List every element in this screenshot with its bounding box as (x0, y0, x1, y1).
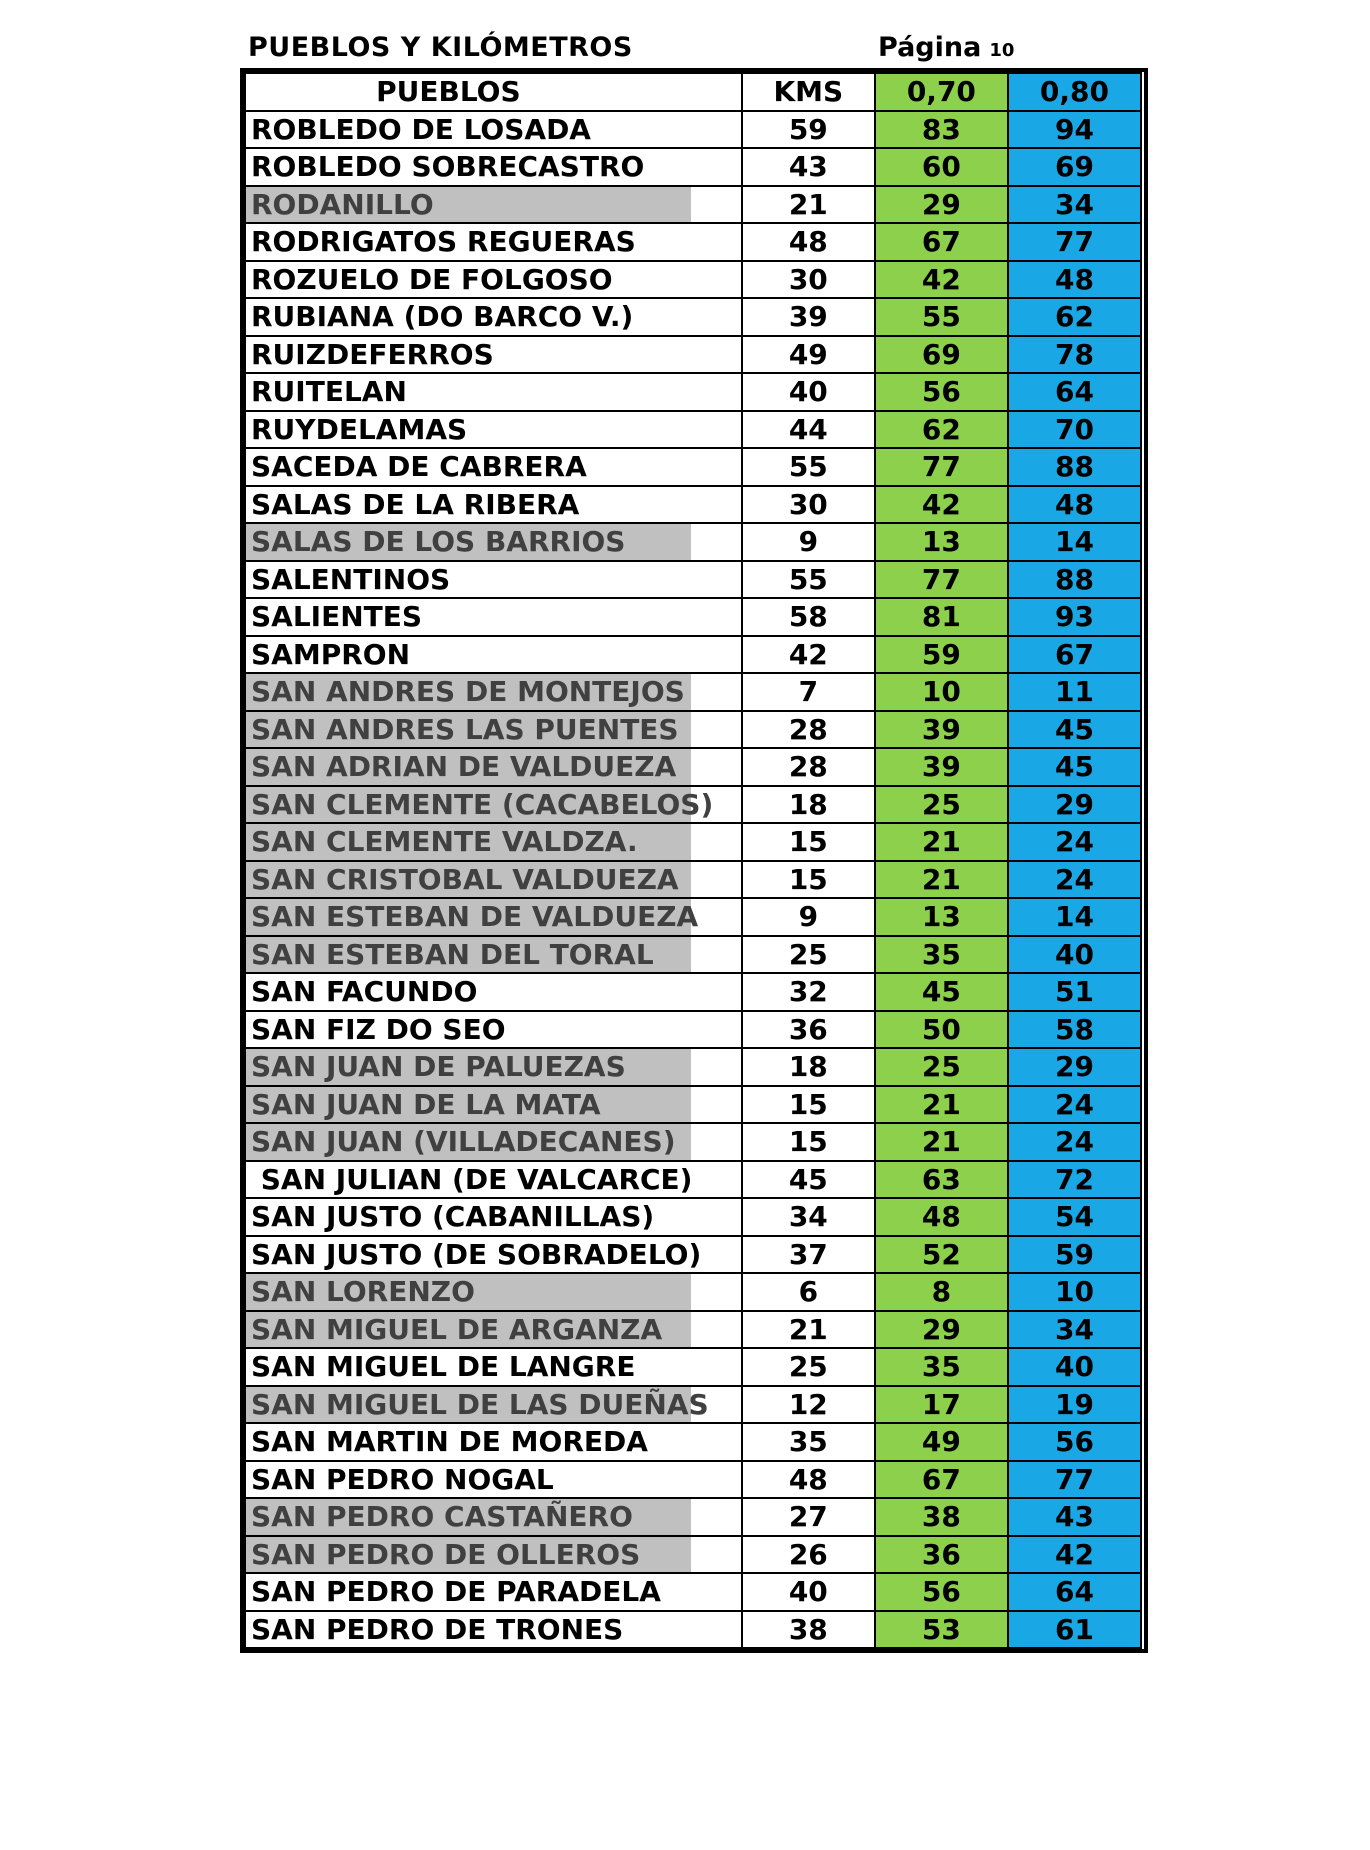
rate-070-cell: 29 (875, 1311, 1008, 1349)
town-name: SAN CRISTOBAL VALDUEZA (251, 862, 679, 896)
town-name-cell (245, 1086, 742, 1124)
kms-cell: 26 (742, 1536, 875, 1574)
rate-080-cell: 14 (1008, 523, 1141, 561)
rate-070-cell: 48 (875, 1198, 1008, 1236)
table-row (245, 711, 1141, 749)
rate-070-cell: 45 (875, 973, 1008, 1011)
table-row (245, 411, 1141, 449)
rate-080-cell: 59 (1008, 1236, 1141, 1274)
rate-080-cell: 24 (1008, 861, 1141, 899)
town-name: RODRIGATOS REGUERAS (251, 225, 636, 259)
page-label-text: Página (878, 32, 982, 63)
rate-070-cell: 77 (875, 561, 1008, 599)
towns-table (244, 72, 1142, 1649)
town-name-cell (245, 936, 742, 974)
table-row (245, 1161, 1141, 1199)
rate-070-cell: 35 (875, 936, 1008, 974)
rate-070-cell: 56 (875, 1573, 1008, 1611)
rate-080-cell: 70 (1008, 411, 1141, 449)
rate-070-cell: 21 (875, 1123, 1008, 1161)
rate-080-cell: 78 (1008, 336, 1141, 374)
kms-cell: 15 (742, 1123, 875, 1161)
town-name-cell (245, 223, 742, 261)
town-name-cell (245, 1573, 742, 1611)
town-name-cell (245, 1611, 742, 1649)
kms-cell: 35 (742, 1423, 875, 1461)
town-name: ROBLEDO SOBRECASTRO (251, 150, 645, 184)
rate-070-cell: 52 (875, 1236, 1008, 1274)
kms-cell: 18 (742, 786, 875, 824)
rate-070-cell: 25 (875, 1048, 1008, 1086)
rate-070-cell: 67 (875, 223, 1008, 261)
rate-070-cell: 55 (875, 298, 1008, 336)
rate-080-cell: 29 (1008, 786, 1141, 824)
town-name: SALAS DE LOS BARRIOS (251, 525, 626, 559)
town-name: SACEDA DE CABRERA (251, 450, 587, 484)
rate-080-cell: 42 (1008, 1536, 1141, 1574)
kms-cell: 49 (742, 336, 875, 374)
town-name: RUYDELAMAS (251, 412, 468, 446)
town-name: SAN JUAN DE LA MATA (251, 1087, 601, 1121)
kms-cell: 40 (742, 1573, 875, 1611)
town-name: SAN CLEMENTE VALDZA. (251, 825, 638, 859)
town-name: ROBLEDO DE LOSADA (251, 112, 591, 146)
town-name: SAN PEDRO DE TRONES (251, 1612, 624, 1646)
town-name: SAN PEDRO DE OLLEROS (251, 1537, 641, 1571)
rate-080-cell: 64 (1008, 1573, 1141, 1611)
rate-070-cell: 39 (875, 711, 1008, 749)
rate-070-cell: 62 (875, 411, 1008, 449)
town-name: ROZUELO DE FOLGOSO (251, 262, 613, 296)
town-name: SAN ANDRES LAS PUENTES (251, 712, 679, 746)
rate-070-cell: 83 (875, 111, 1008, 149)
town-name: SAMPRON (251, 637, 411, 671)
kms-cell: 28 (742, 748, 875, 786)
kms-cell: 48 (742, 223, 875, 261)
table-row (245, 673, 1141, 711)
town-name: SAN FIZ DO SEO (251, 1012, 506, 1046)
town-name: SAN JUAN (VILLADECANES) (251, 1125, 676, 1159)
town-name: RUITELAN (251, 375, 407, 409)
table-row (245, 973, 1141, 1011)
rate-070-cell: 29 (875, 186, 1008, 224)
rate-080-cell: 45 (1008, 748, 1141, 786)
table-row (245, 1536, 1141, 1574)
rate-080-cell: 51 (1008, 973, 1141, 1011)
rate-080-cell: 94 (1008, 111, 1141, 149)
town-name-cell (245, 261, 742, 299)
rate-080-cell: 72 (1008, 1161, 1141, 1199)
town-name: SALAS DE LA RIBERA (251, 487, 580, 521)
kms-cell: 21 (742, 1311, 875, 1349)
kms-cell: 27 (742, 1498, 875, 1536)
town-name: SAN JUSTO (DE SOBRADELO) (251, 1237, 702, 1271)
rate-070-cell: 63 (875, 1161, 1008, 1199)
column-header-rate-080: 0,80 (1008, 73, 1141, 111)
rate-080-cell: 58 (1008, 1011, 1141, 1049)
town-name-cell (245, 448, 742, 486)
kms-cell: 6 (742, 1273, 875, 1311)
table-row (245, 1423, 1141, 1461)
rate-070-cell: 42 (875, 261, 1008, 299)
table-row (245, 861, 1141, 899)
kms-cell: 55 (742, 448, 875, 486)
column-header-pueblos: PUEBLOS (245, 73, 742, 111)
table-row (245, 298, 1141, 336)
kms-cell: 58 (742, 598, 875, 636)
town-name: SALIENTES (251, 600, 423, 634)
table-row (245, 1348, 1141, 1386)
town-name: SAN ESTEBAN DE VALDUEZA (251, 900, 699, 934)
kms-cell: 9 (742, 523, 875, 561)
kms-cell: 55 (742, 561, 875, 599)
kms-cell: 25 (742, 936, 875, 974)
table-row (245, 1198, 1141, 1236)
rate-070-cell: 56 (875, 373, 1008, 411)
town-name-cell (245, 673, 742, 711)
table-row (245, 823, 1141, 861)
page-number: 10 (989, 40, 1015, 61)
rate-070-cell: 67 (875, 1461, 1008, 1499)
town-name-cell (245, 711, 742, 749)
kms-cell: 40 (742, 373, 875, 411)
kms-cell: 30 (742, 261, 875, 299)
kms-cell: 25 (742, 1348, 875, 1386)
table-row (245, 1273, 1141, 1311)
rate-070-cell: 35 (875, 1348, 1008, 1386)
rate-080-cell: 14 (1008, 898, 1141, 936)
rate-080-cell: 43 (1008, 1498, 1141, 1536)
town-name-cell (245, 1498, 742, 1536)
table-body (245, 111, 1141, 1649)
table-row (245, 148, 1141, 186)
rate-080-cell: 40 (1008, 1348, 1141, 1386)
rate-080-cell: 64 (1008, 373, 1141, 411)
town-name: SAN MIGUEL DE LANGRE (251, 1350, 636, 1384)
town-name-cell (245, 111, 742, 149)
town-name-cell (245, 523, 742, 561)
town-name-cell (245, 411, 742, 449)
town-name-cell (245, 373, 742, 411)
town-name-cell (245, 823, 742, 861)
kms-cell: 18 (742, 1048, 875, 1086)
town-name-cell (245, 786, 742, 824)
town-name: SAN LORENZO (251, 1275, 475, 1309)
table-row (245, 1386, 1141, 1424)
rate-080-cell: 34 (1008, 1311, 1141, 1349)
rate-070-cell: 8 (875, 1273, 1008, 1311)
town-name: SAN PEDRO CASTAÑERO (251, 1500, 633, 1534)
table-row (245, 1611, 1141, 1649)
rate-080-cell: 24 (1008, 1086, 1141, 1124)
table-row (245, 486, 1141, 524)
rate-070-cell: 81 (875, 598, 1008, 636)
rate-080-cell: 34 (1008, 186, 1141, 224)
town-name-cell (245, 1536, 742, 1574)
town-name: SAN JUAN DE PALUEZAS (251, 1050, 626, 1084)
town-name-cell (245, 1198, 742, 1236)
rate-070-cell: 36 (875, 1536, 1008, 1574)
kms-cell: 48 (742, 1461, 875, 1499)
kms-cell: 28 (742, 711, 875, 749)
rate-070-cell: 59 (875, 636, 1008, 674)
rate-070-cell: 53 (875, 1611, 1008, 1649)
table-row (245, 448, 1141, 486)
kms-cell: 15 (742, 861, 875, 899)
kms-cell: 59 (742, 111, 875, 149)
kms-cell: 21 (742, 186, 875, 224)
rate-080-cell: 62 (1008, 298, 1141, 336)
rate-070-cell: 21 (875, 861, 1008, 899)
kms-cell: 32 (742, 973, 875, 1011)
document-title: PUEBLOS Y KILÓMETROS (248, 32, 633, 63)
town-name: SAN ADRIAN DE VALDUEZA (251, 750, 677, 784)
column-header-kms: KMS (742, 73, 875, 111)
table-row (245, 1461, 1141, 1499)
rate-070-cell: 60 (875, 148, 1008, 186)
rate-080-cell: 88 (1008, 448, 1141, 486)
rate-080-cell: 45 (1008, 711, 1141, 749)
town-name-cell (245, 598, 742, 636)
town-name-cell (245, 1461, 742, 1499)
table-row (245, 186, 1141, 224)
town-name: RUIZDEFERROS (251, 337, 494, 371)
table-row (245, 1086, 1141, 1124)
town-name-cell (245, 1123, 742, 1161)
rate-070-cell: 10 (875, 673, 1008, 711)
kms-cell: 39 (742, 298, 875, 336)
table-row (245, 111, 1141, 149)
rate-080-cell: 77 (1008, 223, 1141, 261)
town-name-cell (245, 636, 742, 674)
rate-080-cell: 61 (1008, 1611, 1141, 1649)
town-name: SAN MIGUEL DE LAS DUEÑAS (251, 1387, 709, 1421)
rate-080-cell: 54 (1008, 1198, 1141, 1236)
kms-cell: 15 (742, 823, 875, 861)
column-header-rate-070: 0,70 (875, 73, 1008, 111)
table-row (245, 936, 1141, 974)
rate-080-cell: 40 (1008, 936, 1141, 974)
town-name-cell (245, 1348, 742, 1386)
table-row (245, 336, 1141, 374)
kms-cell: 43 (742, 148, 875, 186)
town-name: SAN ANDRES DE MONTEJOS (251, 675, 685, 709)
town-name: SAN MARTIN DE MOREDA (251, 1425, 648, 1459)
kms-cell: 12 (742, 1386, 875, 1424)
table-row (245, 1236, 1141, 1274)
town-name: SAN JUSTO (CABANILLAS) (251, 1200, 655, 1234)
kms-cell: 37 (742, 1236, 875, 1274)
table-row (245, 748, 1141, 786)
table-row (245, 1011, 1141, 1049)
town-name-cell (245, 336, 742, 374)
rate-080-cell: 69 (1008, 148, 1141, 186)
table-row (245, 261, 1141, 299)
town-name-cell (245, 1273, 742, 1311)
table-row (245, 1498, 1141, 1536)
town-name: SAN PEDRO NOGAL (251, 1462, 554, 1496)
kms-cell: 44 (742, 411, 875, 449)
town-name-cell (245, 861, 742, 899)
table-row (245, 373, 1141, 411)
rate-070-cell: 50 (875, 1011, 1008, 1049)
table-row (245, 1048, 1141, 1086)
table-row (245, 523, 1141, 561)
rate-080-cell: 88 (1008, 561, 1141, 599)
table-header-row (245, 73, 1141, 111)
town-name-cell (245, 186, 742, 224)
table-row (245, 636, 1141, 674)
town-name-cell (245, 298, 742, 336)
kms-cell: 45 (742, 1161, 875, 1199)
rate-070-cell: 42 (875, 486, 1008, 524)
town-name: SAN MIGUEL DE ARGANZA (251, 1312, 663, 1346)
town-name: SAN ESTEBAN DEL TORAL (251, 937, 654, 971)
rate-070-cell: 69 (875, 336, 1008, 374)
town-name: SAN FACUNDO (251, 975, 478, 1009)
town-name-cell (245, 1423, 742, 1461)
rate-070-cell: 13 (875, 898, 1008, 936)
town-name: SAN JULIAN (DE VALCARCE) (251, 1162, 693, 1196)
rate-080-cell: 24 (1008, 1123, 1141, 1161)
town-name-cell (245, 561, 742, 599)
table-row (245, 1123, 1141, 1161)
table-row (245, 598, 1141, 636)
kms-cell: 30 (742, 486, 875, 524)
rate-070-cell: 49 (875, 1423, 1008, 1461)
town-name-cell (245, 1386, 742, 1424)
kms-cell: 36 (742, 1011, 875, 1049)
rate-070-cell: 21 (875, 823, 1008, 861)
town-name-cell (245, 1048, 742, 1086)
kms-cell: 42 (742, 636, 875, 674)
rate-080-cell: 48 (1008, 261, 1141, 299)
town-name-cell (245, 486, 742, 524)
rate-080-cell: 48 (1008, 486, 1141, 524)
rate-080-cell: 11 (1008, 673, 1141, 711)
town-name: SAN PEDRO DE PARADELA (251, 1575, 661, 1609)
rate-070-cell: 21 (875, 1086, 1008, 1124)
rate-070-cell: 17 (875, 1386, 1008, 1424)
rate-080-cell: 10 (1008, 1273, 1141, 1311)
rate-080-cell: 77 (1008, 1461, 1141, 1499)
table-row (245, 898, 1141, 936)
rate-080-cell: 24 (1008, 823, 1141, 861)
town-name-cell (245, 973, 742, 1011)
page-label (878, 32, 1014, 63)
rate-070-cell: 13 (875, 523, 1008, 561)
town-name-cell (245, 1311, 742, 1349)
rate-080-cell: 56 (1008, 1423, 1141, 1461)
town-name-cell (245, 1011, 742, 1049)
table-row (245, 1573, 1141, 1611)
town-name-cell (245, 1236, 742, 1274)
town-name: RUBIANA (DO BARCO V.) (251, 300, 634, 334)
town-name: RODANILLO (251, 187, 434, 221)
table-row (245, 561, 1141, 599)
rate-080-cell: 93 (1008, 598, 1141, 636)
rate-080-cell: 19 (1008, 1386, 1141, 1424)
town-name: SAN CLEMENTE (CACABELOS) (251, 787, 714, 821)
table-row (245, 786, 1141, 824)
kms-cell: 7 (742, 673, 875, 711)
town-name-cell (245, 898, 742, 936)
kms-cell: 38 (742, 1611, 875, 1649)
rate-070-cell: 39 (875, 748, 1008, 786)
town-name-cell (245, 148, 742, 186)
rate-070-cell: 77 (875, 448, 1008, 486)
town-name-cell (245, 1161, 742, 1199)
town-name: SALENTINOS (251, 562, 451, 596)
rate-080-cell: 29 (1008, 1048, 1141, 1086)
rate-080-cell: 67 (1008, 636, 1141, 674)
rate-070-cell: 25 (875, 786, 1008, 824)
table-row (245, 223, 1141, 261)
kms-cell: 34 (742, 1198, 875, 1236)
rate-070-cell: 38 (875, 1498, 1008, 1536)
table-row (245, 1311, 1141, 1349)
towns-table-container (240, 68, 1148, 1653)
kms-cell: 15 (742, 1086, 875, 1124)
town-name-cell (245, 748, 742, 786)
kms-cell: 9 (742, 898, 875, 936)
